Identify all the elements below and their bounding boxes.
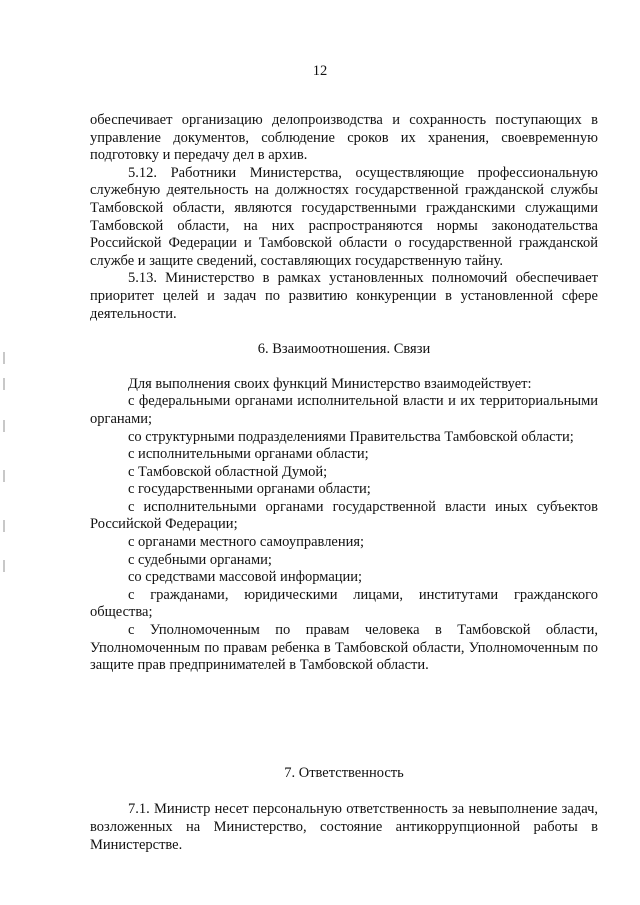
section-7-title: 7. Ответственность (284, 764, 404, 781)
scan-mark (3, 352, 5, 364)
list-item: со средствами массовой информации; (128, 569, 363, 586)
scan-mark (3, 520, 5, 532)
page-number: 12 (312, 63, 328, 79)
paragraph-7-1: 7.1. Министр несет персональную ответственность за невыполнение задач, возложенных на Министерство, состояние антикоррупционной работы в Министерстве. (90, 801, 598, 853)
document-body (90, 112, 598, 854)
list-item: со структурными подразделениями Правительства Тамбовской области; (128, 428, 574, 445)
scan-mark (3, 420, 5, 432)
list-item: с федеральными органами исполнительной власти и их территориальными органами; (90, 393, 598, 427)
list-item: с исполнительными органами области; (128, 446, 369, 463)
list-item: с гражданами, юридическими лицами, институтами гражданского общества; (90, 586, 598, 621)
scan-mark (3, 378, 5, 390)
section-6-title: 6. Взаимоотношения. Связи (257, 341, 431, 358)
list-item: с судебными органами; (128, 551, 272, 568)
paragraph-5-12: 5.12. Работники Министерства, осуществляющие профессиональную служебную деятельность на должностях государственной гражданской службы Тамбовской области, являются государственными гражданскими служащими Тамбовской области, на них распространяются нормы законодательства Российской Федерации и Тамбовской области о государственной гражданской службе и защите сведений, составляющих государственную тайну. (90, 164, 598, 269)
paragraph-5-13: 5.13. Министерство в рамках установленных полномочий обеспечивает приоритет целей и задач по развитию конкуренции в установленной сфере деятельности. (90, 270, 598, 322)
intro-paragraph: обеспечивает организацию делопроизводства и сохранность поступающих в управление документов, соблюдение сроков их хранения, своевременную подготовку и передачу дел в архив. (90, 112, 598, 164)
list-item: с исполнительными органами государственной власти иных субъектов Российской Федерации; (90, 498, 598, 533)
scan-mark (3, 560, 5, 572)
list-item: с Уполномоченным по правам человека в Тамбовской области, Уполномоченным по правам ребенка в Тамбовской области, Уполномоченным по защите прав предпринимателей в Тамбовской области. (90, 622, 598, 674)
list-item: с Тамбовской областной Думой; (128, 463, 328, 480)
scan-mark (3, 470, 5, 482)
section-6-lead: Для выполнения своих функций Министерство взаимодействует: (128, 375, 532, 392)
list-item: с государственными органами области; (128, 481, 371, 498)
list-item: с органами местного самоуправления; (128, 534, 365, 551)
